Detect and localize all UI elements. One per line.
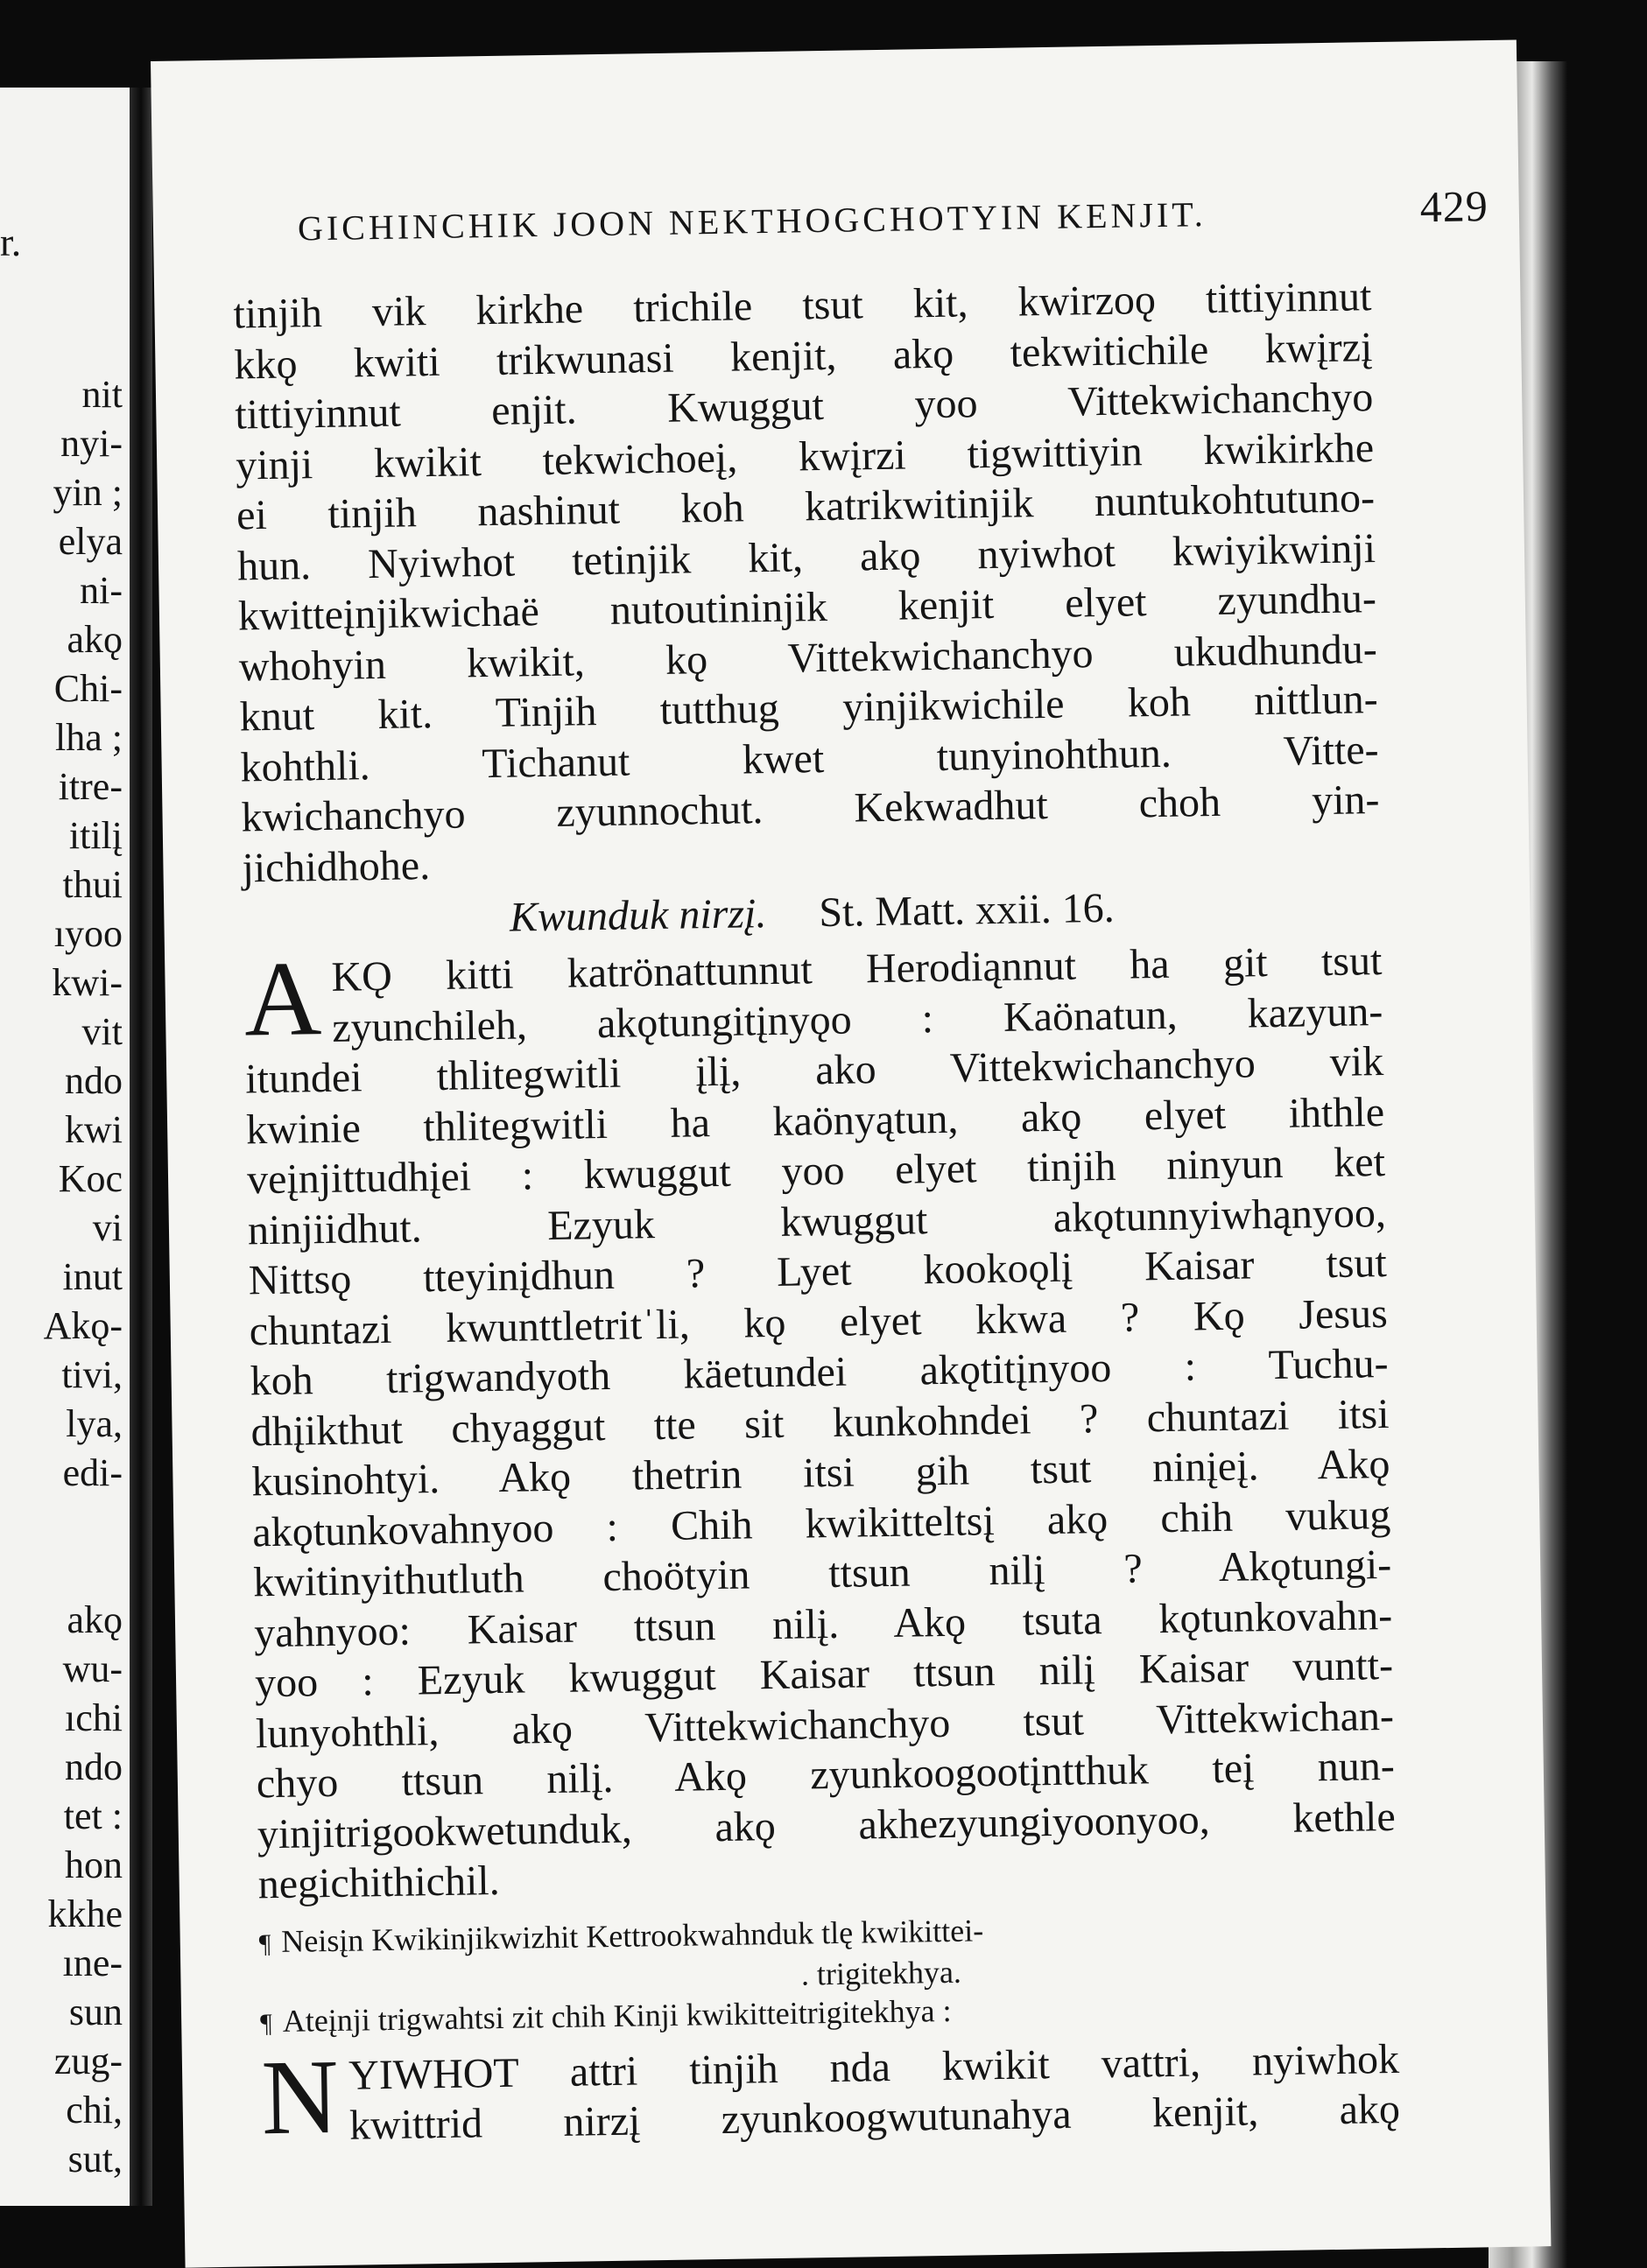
- left-page-fragment: Koc: [58, 1157, 123, 1200]
- paragraph-2-lines: [244, 987, 1397, 1910]
- paragraph-3-first-line: YIWHOT attri tinjih nda kwikit vattri, nyiwhok: [348, 2035, 1400, 2099]
- section-reference: St. Matt. xxii. 16.: [818, 884, 1116, 937]
- left-facing-page: [0, 88, 133, 2206]
- paragraph-2-line: veįnjittudhįei : kwuggut yoo elyet tinjih ninyun ket: [246, 1139, 1386, 1204]
- left-page-fragment: lya,: [66, 1402, 123, 1445]
- left-page-fragment: tet :: [63, 1794, 123, 1837]
- left-page-fragment: kkhe: [47, 1892, 123, 1935]
- pilcrow-icon: ¶: [258, 1928, 271, 1958]
- paragraph-2-line: itundei thlitegwitli įlį, ako Vittekwichanchyo vik: [244, 1038, 1384, 1103]
- left-page-fragment: edi-: [62, 1451, 123, 1494]
- left-page-fragment: ıyoo: [53, 912, 123, 955]
- left-page-fragment: yin ;: [53, 471, 123, 514]
- left-page-fragment: akǫ: [67, 1598, 123, 1641]
- paragraph-3-second-line: kwittrid nirzį zyunkoogwutunahya kenjit, akǫ: [348, 2085, 1401, 2149]
- paragraph-2-line: kwitinyithutluth choötyin ttsun nilį ? Akǫtungi-: [252, 1541, 1392, 1606]
- left-page-fragment: sun: [68, 1991, 123, 2033]
- paragraph-1-line: kkǫ kwiti trikwunasi kenjit, akǫ tekwitichile kwįrzį: [234, 323, 1373, 389]
- running-title: GICHINCHIK JOON NEKTHOGCHOTYIN KENJIT.: [297, 194, 1207, 249]
- left-page-fragment: vit: [81, 1010, 123, 1053]
- left-page-fragment: wu-: [62, 1647, 123, 1690]
- pilcrow-icon: ¶: [259, 2008, 273, 2038]
- left-page-fragment: nit: [81, 373, 123, 416]
- paragraph-2-line: kusinohtyi. Akǫ thetrin itsi gih tsut ninįeį. Akǫ: [251, 1440, 1390, 1506]
- paragraph-2-line: ninjiidhut. Ezyuk kwuggut akǫtunnyiwhąnyoo,: [247, 1189, 1387, 1253]
- paragraph-2-line: lunyohthli, akǫ Vittekwichanchyo tsut Vittekwichan-: [255, 1692, 1395, 1757]
- left-page-fragment: lha ;: [55, 716, 123, 759]
- paragraph-2-line: koh trigwandyoth käetundei akǫtitįnyoo : Tuchu-: [250, 1339, 1389, 1405]
- left-page-fragment: elya: [58, 520, 123, 563]
- book-gutter: [130, 88, 152, 2206]
- paragraph-2-line: yinjitrigookwetunduk, akǫ akhezyungiyoonyoo, kethle: [257, 1793, 1397, 1857]
- paragraph-1-line: ei tinjih nashinut koh katrikwitinjik nuntukohtutuno-: [236, 474, 1376, 539]
- paragraph-2: [243, 936, 1397, 1910]
- paragraph-1-line: yinji kwikit tekwichoeį, kwįrzi tigwittiyin kwikirkhe: [235, 424, 1375, 489]
- left-page-fragment: thui: [62, 863, 123, 906]
- paragraph-2-line: kwinie thlitegwitli ha kaönyątun, akǫ elyet ihthle: [245, 1088, 1385, 1153]
- paragraph-1-line: tittiyinnut enjit. Kwuggut yoo Vittekwichanchyo: [234, 374, 1374, 439]
- rubric-note-text: Ateįnji trigwahtsi zit chih Kinji kwikitteitrigitekhya :: [282, 1992, 952, 2039]
- paragraph-2-line: yahnyoo: Kaisar ttsun nilį. Akǫ tsuta kǫtunkovahn-: [253, 1591, 1393, 1656]
- left-page-fragment: kwi-: [52, 961, 123, 1004]
- paragraph-1-line: kwitteįnjikwichaë nutoutininjik kenjit elyet zyundhu-: [237, 575, 1377, 640]
- left-page-fragment: itilį: [68, 814, 123, 857]
- paragraph-1-line: kwichanchyo zyunnochut. Kekwadhut choh yin-: [241, 776, 1380, 841]
- paragraph-2-line: chyo ttsun nilį. Akǫ zyunkoogootįntthuk teį nun-: [256, 1742, 1396, 1808]
- left-page-fragment: tivi,: [61, 1353, 123, 1396]
- paragraph-1-line: knut kit. Tinjih tutthug yinjikwichile koh nittlun-: [239, 676, 1379, 741]
- paragraph-2-line: yoo : Ezyuk kwuggut Kaisar ttsun nilį Kaisar vuntt-: [254, 1641, 1394, 1707]
- left-page-fragment: zug-: [53, 2040, 123, 2082]
- rubric-notes: [258, 1904, 1398, 2042]
- rubric-note-text: . trigitekhya.: [800, 1954, 962, 1992]
- page-number: 429: [1419, 181, 1489, 232]
- dropcap-a: A: [243, 939, 323, 1059]
- left-page-fragment: Akǫ-: [43, 1304, 123, 1347]
- paragraph-2-first-line: KǪ kitti katrönattunnut Herodiąnnut ha git tsut: [331, 937, 1383, 1001]
- left-page-fragment: sut,: [67, 2138, 123, 2180]
- body-text: [233, 271, 1401, 2157]
- paragraph-2-line: akǫtunkovahnyoo : Chih kwikitteltsį akǫ chih vukug: [251, 1491, 1391, 1555]
- left-page-fragment: hon: [65, 1843, 123, 1886]
- paragraph-1-line: hun. Nyiwhot tetinjik kit, akǫ nyiwhot kwiyikwinji: [236, 524, 1376, 590]
- paragraph-1-line: whohyin kwikit, kǫ Vittekwichanchyo ukudhundu-: [238, 625, 1378, 690]
- paragraph-2-line: Nittsǫ tteyinįdhun ? Lyet kookoǫlį Kaisar tsut: [248, 1239, 1388, 1304]
- left-page-fragment: chi,: [66, 2089, 123, 2131]
- left-page-fragment: ndo: [65, 1059, 123, 1102]
- left-page-fragment: inut: [62, 1255, 123, 1298]
- left-page-fragment: Chi-: [53, 667, 123, 710]
- left-page-fragment: akǫ: [67, 618, 123, 661]
- left-page-fragment: itre-: [58, 765, 123, 808]
- paragraph-2-line: dhįikthut chyaggut tte sit kunkohndei ? chuntazi itsi: [250, 1390, 1390, 1455]
- running-head: [297, 181, 1489, 249]
- left-page-fragment: ıchi: [65, 1696, 123, 1739]
- left-page-fragment: nyi-: [60, 422, 123, 465]
- left-page-fragment: ıne-: [62, 1941, 123, 1984]
- left-page-fragment: kwi: [65, 1108, 123, 1151]
- left-page-top-letter: r.: [0, 220, 22, 264]
- paragraph-2-line: negichithichil.: [257, 1857, 501, 1908]
- paragraph-1-line: tinjih vik kirkhe trichile tsut kit, kwirzoǫ tittiyinnut: [233, 273, 1372, 338]
- paragraph-1: [233, 271, 1381, 893]
- paragraph-3: [260, 2033, 1401, 2157]
- paragraph-1-line: jichidhohe.: [242, 841, 431, 891]
- left-page-fragment: ni-: [80, 569, 123, 612]
- dropcap-n: N: [260, 2037, 340, 2157]
- section-name: Kwunduk nirzį.: [509, 890, 767, 941]
- rubric-note-text: Neisįn Kwikinjikwizhit Kettrookwahnduk tlę kwikittei-: [281, 1912, 984, 1959]
- left-page-fragment: vi: [92, 1206, 123, 1249]
- paragraph-2-line: chuntazi kwunttletritˈli, kǫ elyet kkwa ? Kǫ Jesus: [249, 1289, 1389, 1354]
- paragraph-1-line: kohthli. Tichanut kwet tunyinohthun. Vitte-: [240, 726, 1379, 790]
- left-page-fragment: ndo: [65, 1745, 123, 1788]
- main-page: [151, 39, 1551, 2267]
- paragraph-2-line: zyunchileh, akǫtungitįnyǫo : Kaönatun, kazyun-: [331, 987, 1383, 1051]
